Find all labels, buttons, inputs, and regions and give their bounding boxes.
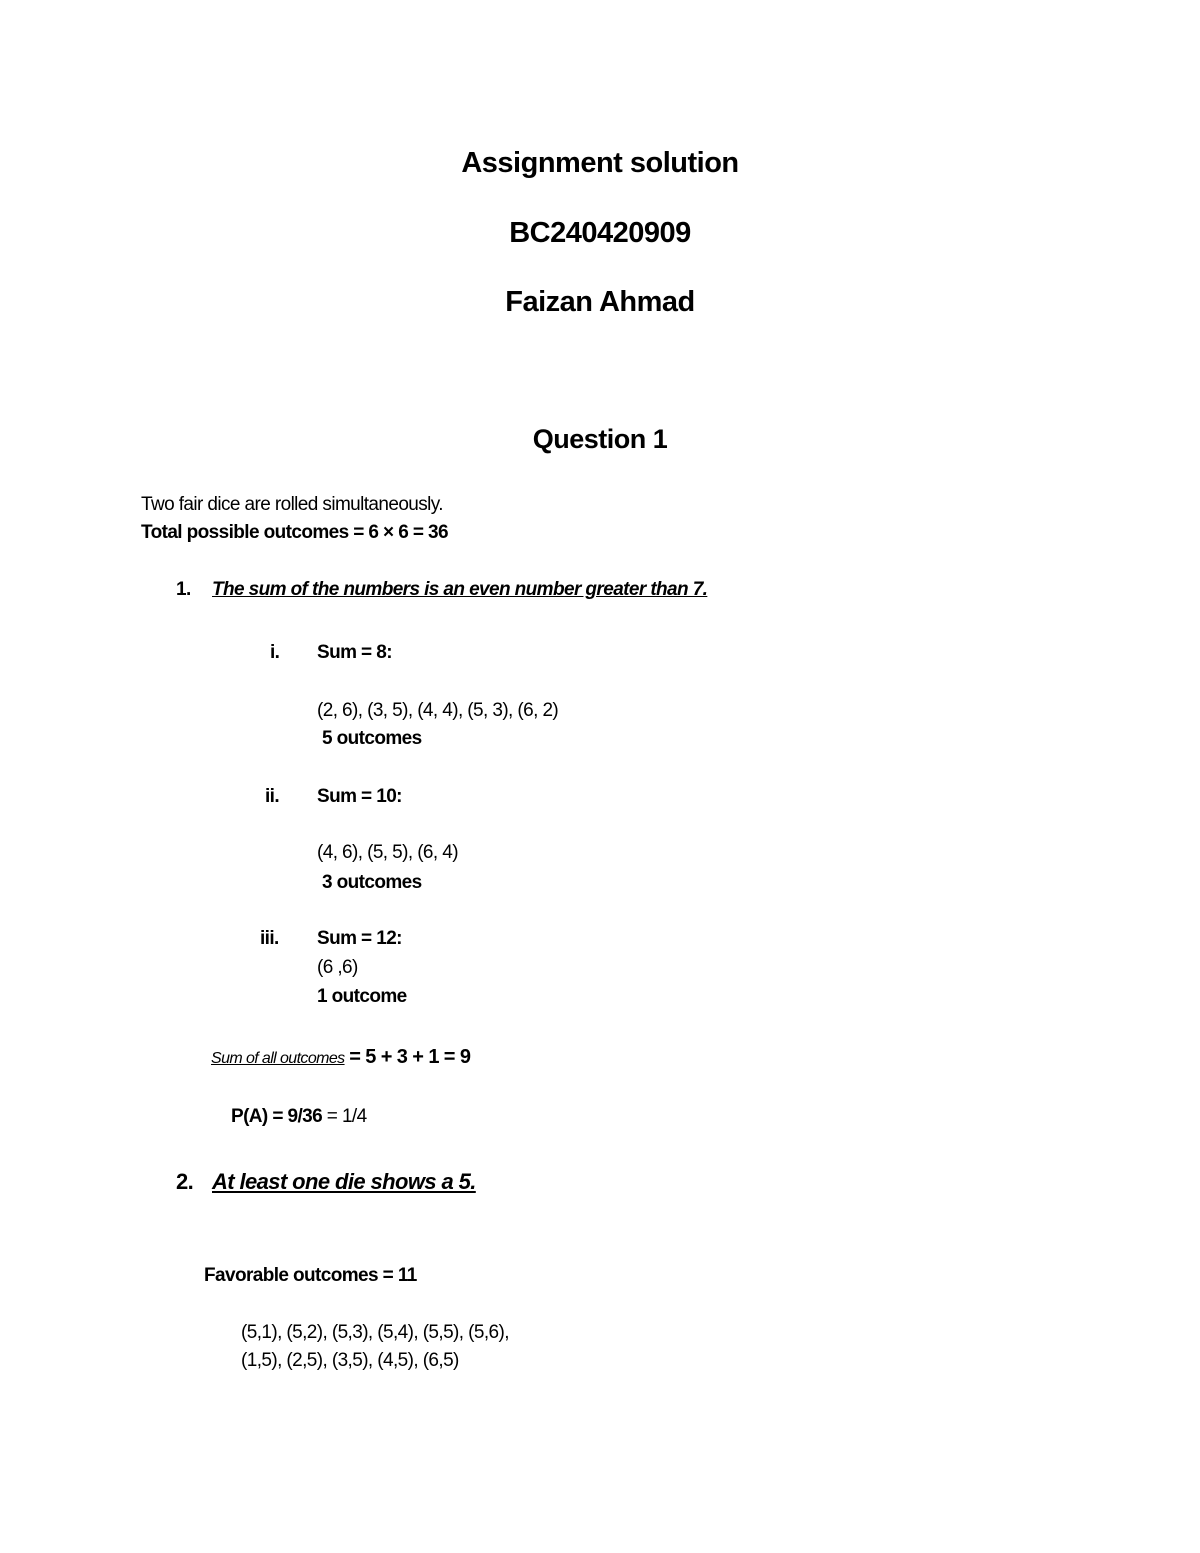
case-label: Sum = 12: (317, 928, 402, 949)
probability-value: P(A) = 9/36 (231, 1106, 323, 1127)
intro-statement: Two fair dice are rolled simultaneously. (141, 494, 443, 515)
question-heading: Question 1 (532, 424, 668, 454)
sum-line (211, 1045, 470, 1071)
document-title: Assignment solution (461, 147, 739, 179)
case-label: Sum = 10: (317, 786, 402, 807)
part2-heading: At least one die shows a 5. (212, 1169, 476, 1194)
case-count: 3 outcomes (322, 872, 422, 893)
sum-value: = 5 + 3 + 1 = 9 (349, 1046, 471, 1068)
case-pairs: (4, 6), (5, 5), (6, 4) (317, 842, 458, 863)
part2-number: 2. (176, 1169, 194, 1194)
student-id: BC240420909 (509, 217, 691, 249)
case-pairs: (6 ,6) (317, 957, 358, 978)
favorable-outcomes: Favorable outcomes = 11 (204, 1265, 417, 1286)
probability-simplified: = 1/4 (326, 1106, 367, 1127)
probability-line (231, 1105, 367, 1129)
outcome-list-line: (5,1), (5,2), (5,3), (5,4), (5,5), (5,6), (241, 1322, 509, 1343)
case-roman: iii. (260, 928, 279, 949)
case-count: 5 outcomes (322, 728, 422, 749)
case-pairs: (2, 6), (3, 5), (4, 4), (5, 3), (6, 2) (317, 700, 559, 721)
student-name: Faizan Ahmad (505, 286, 695, 318)
case-roman: ii. (265, 786, 280, 807)
part1-heading: The sum of the numbers is an even number greater than 7. (212, 579, 708, 600)
outcome-list-line: (1,5), (2,5), (3,5), (4,5), (6,5) (241, 1350, 459, 1371)
sum-label: Sum of all outcomes (211, 1050, 345, 1067)
case-roman: i. (270, 642, 280, 663)
case-label: Sum = 8: (317, 642, 392, 663)
part1-number: 1. (176, 579, 191, 600)
total-outcomes: Total possible outcomes = 6 × 6 = 36 (141, 522, 448, 543)
case-count: 1 outcome (317, 986, 407, 1007)
